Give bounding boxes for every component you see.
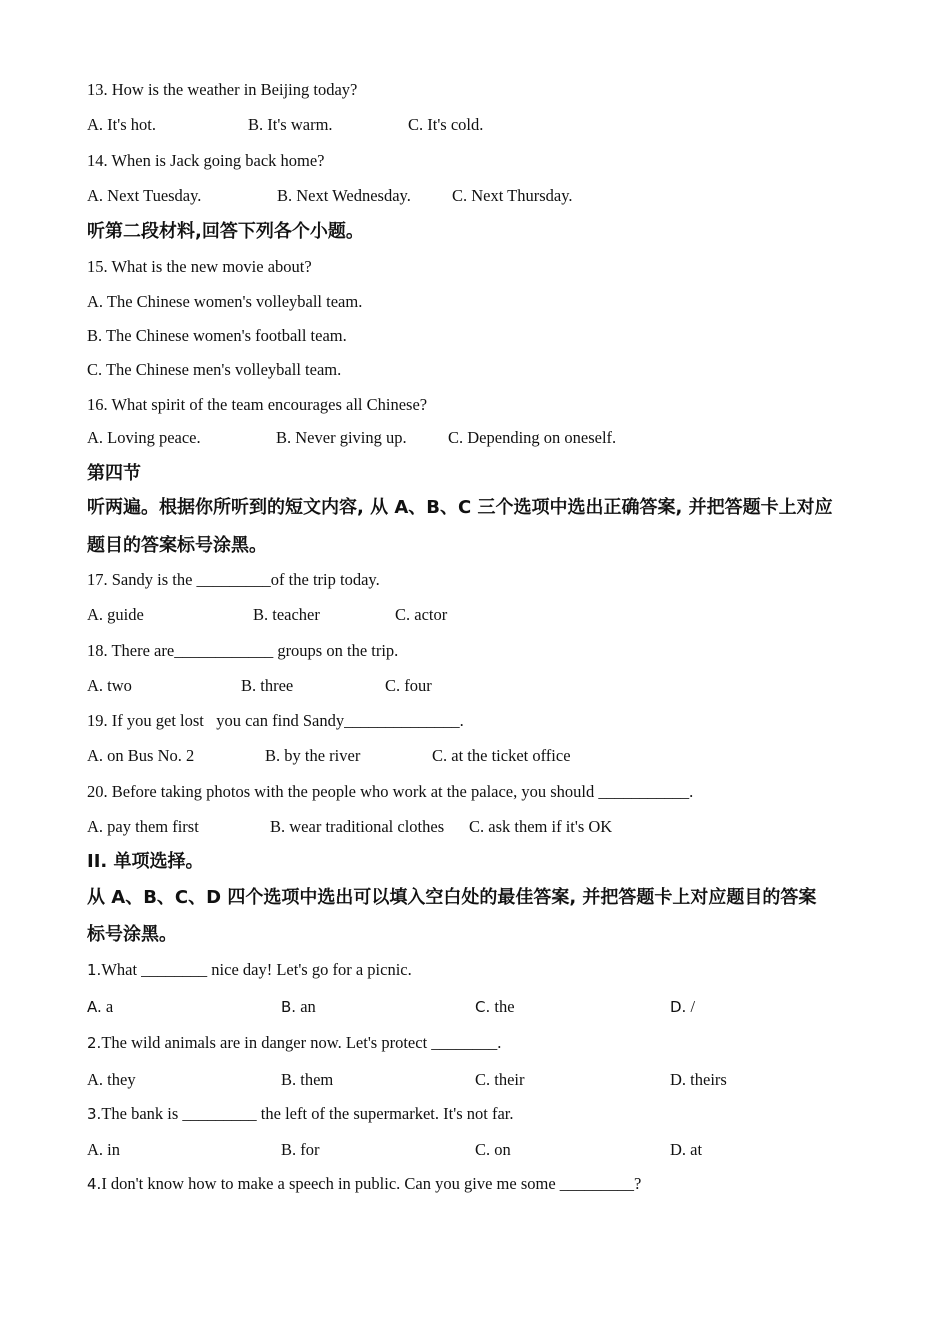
q15-option-a: A. The Chinese women's volleyball team.	[87, 292, 363, 311]
mc1-option-d: D. /	[670, 997, 696, 1016]
question-15: 15. What is the new movie about?	[87, 257, 312, 276]
mc1-c-letter: C.	[475, 998, 491, 1016]
mc1-d-letter: D.	[670, 998, 687, 1016]
q19-option-b: B. by the river	[265, 746, 361, 765]
question-18: 18. There are____________ groups on the trip.	[87, 641, 399, 660]
q19-option-a: A. on Bus No. 2	[87, 746, 195, 765]
mc-question-4	[87, 1173, 641, 1195]
q16-option-a: A. Loving peace.	[87, 428, 201, 447]
mc3-option-d: D. at	[670, 1140, 703, 1159]
q20-option-c: C. ask them if it's OK	[469, 817, 613, 836]
q18-option-b: B. three	[241, 676, 294, 695]
mc-question-2	[87, 1032, 501, 1054]
q14-option-b: B. Next Wednesday.	[277, 186, 411, 205]
mc1-a-letter: A.	[87, 998, 102, 1016]
mc1-b-letter: B.	[281, 998, 297, 1016]
q17-option-a: A. guide	[87, 605, 144, 624]
mc2-option-c: C. their	[475, 1070, 525, 1089]
section-heading: 听第二段材料,回答下列各个小题。	[87, 221, 364, 242]
section-ii-title: II. 单项选择。	[87, 851, 204, 872]
mc3-option-b: B. for	[281, 1140, 320, 1159]
q13-option-b: B. It's warm.	[248, 115, 333, 134]
mc3-number: 3.	[87, 1105, 102, 1123]
mc3-text: The bank is _________ the left of the supermarket. It's not far.	[101, 1104, 514, 1123]
question-14: 14. When is Jack going back home?	[87, 151, 325, 170]
mc-question-1	[87, 959, 412, 981]
q13-option-c: C. It's cold.	[408, 115, 484, 134]
question-16: 16. What spirit of the team encourages all Chinese?	[87, 395, 428, 414]
mc4-number: 4.	[87, 1175, 102, 1193]
mc1-option-c: C. the	[475, 997, 515, 1016]
mc2-option-a: A. they	[87, 1070, 136, 1089]
q20-option-b: B. wear traditional clothes	[270, 817, 445, 836]
q19-option-c: C. at the ticket office	[432, 746, 571, 765]
question-13: 13. How is the weather in Beijing today?	[87, 80, 358, 99]
mc1-text: What ________ nice day! Let's go for a picnic.	[101, 960, 412, 979]
question-19: 19. If you get lost you can find Sandy______________.	[87, 711, 464, 730]
q13-option-a: A. It's hot.	[87, 115, 156, 134]
q18-option-a: A. two	[87, 676, 132, 695]
mc-question-3	[87, 1103, 513, 1125]
mc2-number: 2.	[87, 1034, 102, 1052]
mc2-option-d: D. theirs	[670, 1070, 727, 1089]
q14-option-c: C. Next Thursday.	[452, 186, 573, 205]
mc1-option-a: A. a	[87, 997, 114, 1016]
mc1-number: 1.	[87, 961, 102, 979]
mc3-option-c: C. on	[475, 1140, 511, 1159]
mc1-option-b: B. an	[281, 997, 316, 1016]
q18-option-c: C. four	[385, 676, 432, 695]
part4-instructions-line1: 听两遍。根据你所听到的短文内容, 从 A、B、C 三个选项中选出正确答案, 并把答题卡上对应	[87, 497, 833, 518]
q15-option-b: B. The Chinese women's football team.	[87, 326, 347, 345]
mc4-text: I don't know how to make a speech in public. Can you give me some _________?	[101, 1174, 642, 1193]
q16-option-b: B. Never giving up.	[276, 428, 407, 447]
mc3-option-a: A. in	[87, 1140, 120, 1159]
q15-option-c: C. The Chinese men's volleyball team.	[87, 360, 342, 379]
section-ii-instructions-line2: 标号涂黑。	[87, 924, 177, 945]
q17-option-b: B. teacher	[253, 605, 320, 624]
section-ii-instructions-line1: 从 A、B、C、D 四个选项中选出可以填入空白处的最佳答案, 并把答题卡上对应题目的答案	[87, 887, 817, 908]
question-17: 17. Sandy is the _________of the trip today.	[87, 570, 380, 589]
q17-option-c: C. actor	[395, 605, 448, 624]
q14-option-a: A. Next Tuesday.	[87, 186, 202, 205]
mc2-text: The wild animals are in danger now. Let's protect ________.	[101, 1033, 502, 1052]
q20-option-a: A. pay them first	[87, 817, 199, 836]
part4-title: 第四节	[87, 463, 141, 484]
mc2-option-b: B. them	[281, 1070, 334, 1089]
part4-instructions-line2: 题目的答案标号涂黑。	[87, 535, 267, 556]
question-20: 20. Before taking photos with the people who work at the palace, you should ___________.	[87, 782, 694, 801]
q16-option-c: C. Depending on oneself.	[448, 428, 617, 447]
